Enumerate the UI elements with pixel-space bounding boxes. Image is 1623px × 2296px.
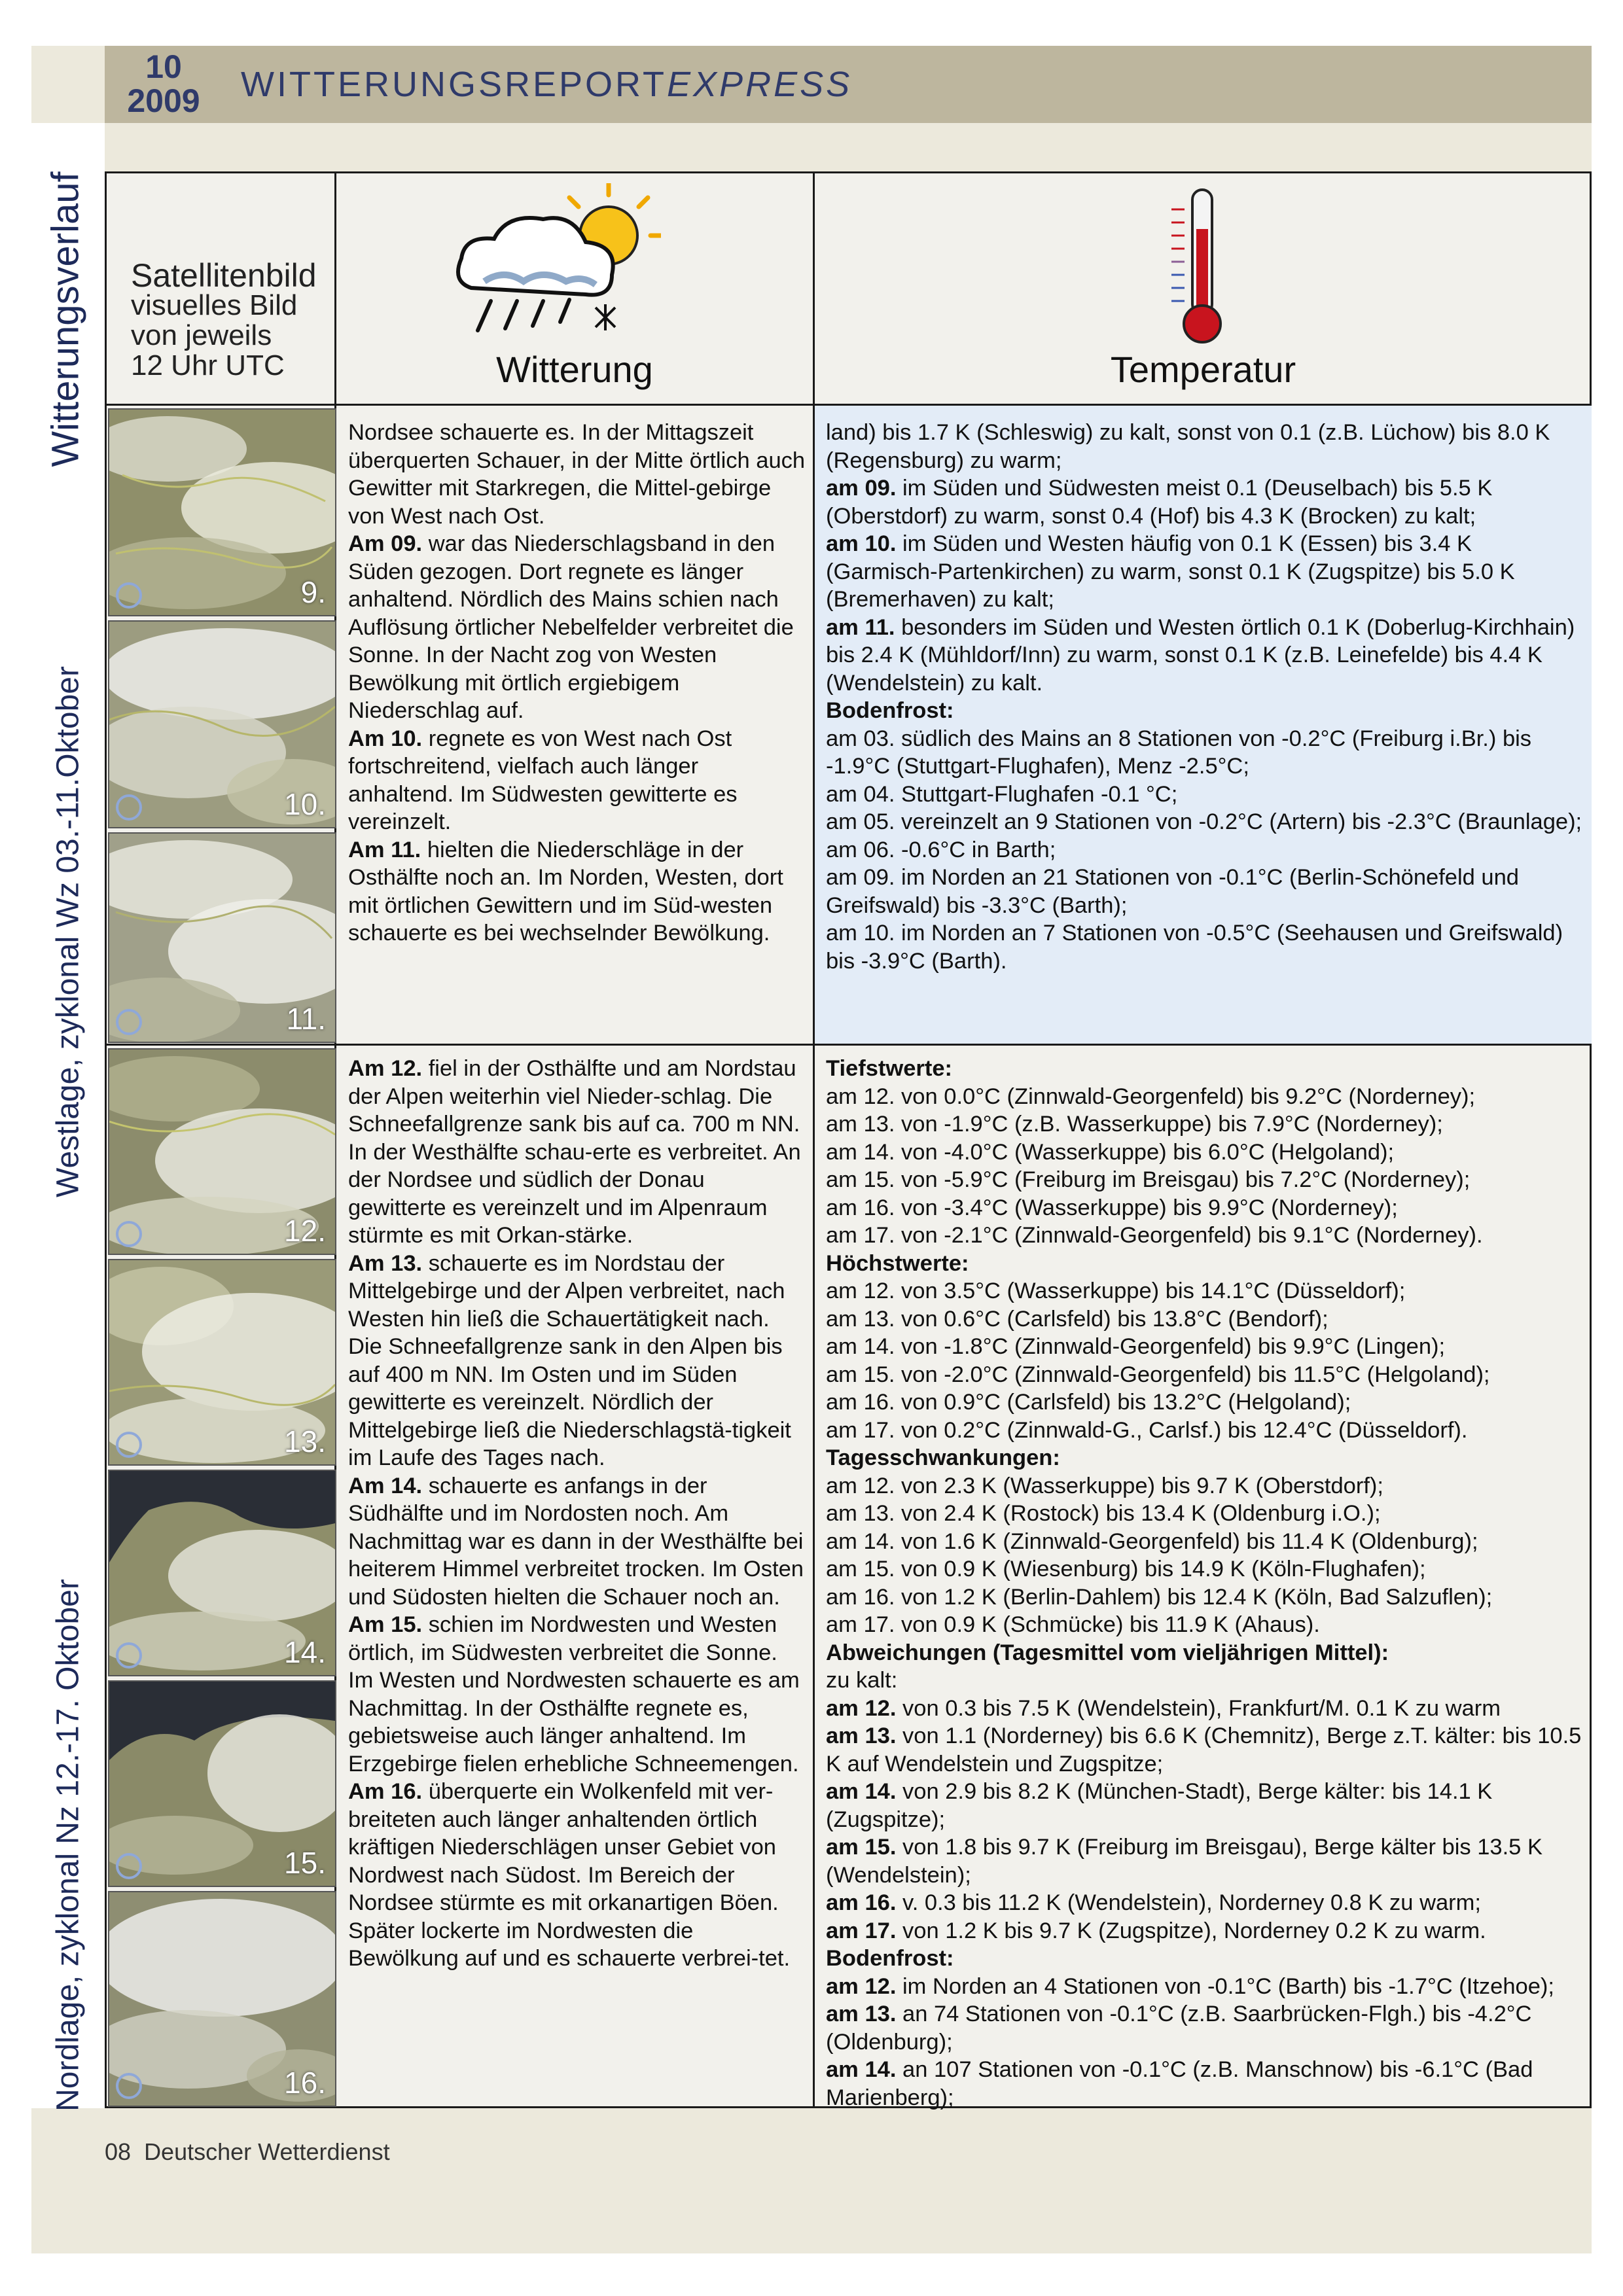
paragraph-text: am 10. im Norden an 7 Stationen von -0.5°C (Seehausen und Greifswald) bis -3.9°C (Barth).	[826, 921, 1563, 974]
text-paragraph	[826, 1917, 1585, 1945]
text-paragraph	[826, 1333, 1585, 1361]
text-paragraph	[348, 1055, 806, 1250]
publisher-name: Deutscher Wetterdienst	[144, 2138, 390, 2165]
text-paragraph	[826, 614, 1585, 698]
paragraph-text: am 17. von -2.1°C (Zinnwald-Georgenfeld) bis 9.1°C (Norderney).	[826, 1223, 1483, 1248]
text-paragraph	[826, 1973, 1585, 2001]
paragraph-text: schauerte es im Nordstau der Mittelgebirge und der Alpen verbreitet, nach Westen hin ließ die Schauertätigkeit nach. Die Schneefallgrenze sank in den Alpen bis auf 400 m NN. Im Osten und im Süden gewitterte es vereinzelt. Nördlich der Mittelgebirge ließ die Niederschlagstä-tigkeit im Laufe des Tages nach.	[348, 1250, 791, 1470]
text-paragraph	[826, 808, 1585, 836]
text-paragraph	[826, 1166, 1585, 1194]
text-paragraph	[826, 1722, 1585, 1778]
paragraph-text: überquerte ein Wolkenfeld mit ver-breiteten auch länger anhaltenden örtlich kräftigen Niederschlägen unser Gebiet von Nordwest nach Südost. Im Bereich der Nordsee stürmte es mit orkanartigen Böen. Später lockerte im Nordwesten die Bewölkung auf und es schauerte verbrei-tet.	[348, 1779, 791, 1971]
dwd-logo-icon	[116, 1009, 142, 1035]
satellite-image	[108, 832, 336, 1043]
satellite-day-label: 15.	[284, 1846, 326, 1880]
thermometer-icon	[1158, 183, 1243, 347]
paragraph-text: am 17. von 0.9 K (Schmücke) bis 11.9 K (Ahaus).	[826, 1612, 1320, 1637]
satellite-subtitle-1: visuelles Bild	[131, 289, 298, 321]
paragraph-lead: am 14.	[826, 1779, 897, 1804]
temperature-column-title: Temperatur	[1110, 349, 1296, 390]
paragraph-text: am 14. von 1.6 K (Zinnwald-Georgenfeld) bis 11.4 K (Oldenburg);	[826, 1528, 1478, 1554]
text-paragraph	[826, 781, 1585, 809]
text-paragraph	[348, 1778, 806, 1973]
dwd-logo-icon	[116, 794, 142, 821]
row-divider-header	[105, 404, 1592, 406]
paragraph-text: am 03. südlich des Mains an 8 Stationen von -0.2°C (Freiburg i.Br.) bis -1.9°C (Stuttgart-Flughafen), Menz -2.5°C;	[826, 726, 1532, 779]
text-paragraph	[826, 1611, 1585, 1639]
text-paragraph	[826, 1250, 1585, 1278]
paragraph-lead: Am 15.	[348, 1612, 423, 1637]
text-paragraph	[826, 1083, 1585, 1111]
paragraph-lead: Am 12.	[348, 1056, 423, 1081]
satellite-image	[108, 1259, 336, 1466]
paragraph-text: am 05. vereinzelt an 9 Stationen von -0.2°C (Artern) bis -2.3°C (Braunlage);	[826, 809, 1582, 834]
text-paragraph	[826, 1778, 1585, 1833]
paragraph-text: fiel in der Osthälfte und am Nordstau der Alpen weiterhin viel Nieder-schlag. Die Schneefallgrenze sank bis auf ca. 700 m NN. In der Westhälfte schau-erte es verbreitet. An der Nordsee und südlich der Donau gewitterte es vereinzelt und im Alpenraum stürmte es mit Orkan-stärke.	[348, 1056, 801, 1248]
paragraph-lead: Abweichungen (Tagesmittel vom vieljährigen Mittel):	[826, 1640, 1389, 1665]
text-paragraph	[826, 1583, 1585, 1612]
paragraph-lead: am 09.	[826, 476, 897, 501]
period-label-2: Nordlage, zyklonal Nz 12.-17. Oktober	[50, 1579, 86, 2111]
dwd-logo-icon	[116, 1221, 142, 1247]
section-title: Witterungsverlauf	[44, 171, 87, 467]
paragraph-lead: am 13.	[826, 2002, 897, 2026]
satellite-image	[108, 408, 336, 616]
paragraph-text: im Süden und Westen häufig von 0.1 K (Essen) bis 3.4 K (Garmisch-Partenkirchen) zu warm, sonst 0.1 K (Zugspitze) bis 5.0 K (Bremerhaven) zu kalt;	[826, 531, 1515, 612]
column-divider-2	[813, 171, 815, 2108]
paragraph-text: am 15. von -5.9°C (Freiburg im Breisgau) bis 7.2°C (Norderney);	[826, 1167, 1471, 1192]
paragraph-text: am 13. von 2.4 K (Rostock) bis 13.4 K (Oldenburg i.O.);	[826, 1501, 1381, 1526]
text-paragraph	[826, 1500, 1585, 1528]
satellite-day-label: 16.	[284, 2066, 326, 2100]
text-paragraph	[348, 1250, 806, 1472]
text-paragraph	[826, 1361, 1585, 1389]
cloud-sun-rain-icon	[445, 183, 661, 340]
satellite-column-header	[131, 257, 317, 381]
satellite-image	[108, 1048, 336, 1255]
text-paragraph	[348, 1472, 806, 1612]
paragraph-lead: Am 09.	[348, 531, 423, 556]
weather-text-period-1	[348, 419, 806, 947]
issue-number: 10	[145, 48, 182, 85]
satellite-day-label: 9.	[300, 575, 326, 609]
row-divider-period	[105, 1044, 1592, 1046]
paragraph-text: regnete es von West nach Ost fortschreitend, vielfach auch länger anhaltend. Im Südwesten gewitterte es vereinzelt.	[348, 726, 738, 834]
weather-column-title: Witterung	[496, 349, 653, 390]
page-number: 08	[105, 2138, 132, 2165]
paragraph-lead: am 12.	[826, 1973, 897, 1999]
text-paragraph	[826, 1194, 1585, 1222]
satellite-image	[108, 1891, 336, 2107]
satellite-image	[108, 1470, 336, 1676]
paragraph-text: am 13. von 0.6°C (Carlsfeld) bis 13.8°C (Bendorf);	[826, 1306, 1329, 1332]
satellite-image	[108, 620, 336, 828]
text-paragraph	[826, 1055, 1585, 1083]
paragraph-lead: am 17.	[826, 1918, 897, 1943]
paragraph-text: am 14. von -4.0°C (Wasserkuppe) bis 6.0°C (Helgoland);	[826, 1139, 1395, 1165]
sidebar	[31, 123, 105, 2111]
temperature-text-period-2	[826, 1055, 1585, 2111]
text-paragraph	[826, 1667, 1585, 1695]
paragraph-lead: Bodenfrost:	[826, 1946, 954, 1971]
report-title-main: WITTERUNGSREPORT	[241, 65, 668, 104]
paragraph-text: von 1.2 K bis 9.7 K (Zugspitze), Norderney 0.2 K zu warm.	[896, 1918, 1486, 1943]
text-paragraph	[826, 474, 1585, 530]
text-paragraph	[348, 419, 806, 530]
text-paragraph	[826, 2000, 1585, 2056]
text-paragraph	[826, 836, 1585, 864]
satellite-day-label: 12.	[284, 1214, 326, 1248]
paragraph-text: am 17. von 0.2°C (Zinnwald-G., Carlsf.) bis 12.4°C (Düsseldorf).	[826, 1417, 1468, 1443]
text-paragraph	[826, 1305, 1585, 1333]
text-paragraph	[826, 864, 1585, 919]
paragraph-text: schien im Nordwesten und Westen örtlich, im Südwesten verbreitet die Sonne. Im Westen und Nordwesten schauerte es am Nachmittag. In der Osthälfte regnete es, gebietsweise auch länger anhaltend. Im Erzgebirge fielen erhebliche Schneemengen.	[348, 1612, 800, 1776]
text-paragraph	[348, 530, 806, 725]
paragraph-text: am 12. von 2.3 K (Wasserkuppe) bis 9.7 K (Oberstdorf);	[826, 1473, 1383, 1498]
paragraph-text: v. 0.3 bis 11.2 K (Wendelstein), Norderney 0.8 K zu warm;	[896, 1890, 1481, 1915]
paragraph-lead: Am 10.	[348, 726, 423, 751]
text-paragraph	[826, 697, 1585, 725]
paragraph-text: Nordsee schauerte es. In der Mittagszeit überquerten Schauer, in der Mitte örtlich auch Gewitter mit Starkregen, die Mittel-gebirge von West nach Ost.	[348, 420, 806, 529]
paragraph-text: am 09. im Norden an 21 Stationen von -0.1°C (Berlin-Schönefeld und Greifswald) bis -3.3°C (Barth);	[826, 865, 1519, 918]
paragraph-text: an 74 Stationen von -0.1°C (z.B. Saarbrücken-Flgh.) bis -4.2°C (Oldenburg);	[826, 2002, 1532, 2055]
satellite-day-label: 14.	[284, 1635, 326, 1669]
text-paragraph	[826, 530, 1585, 614]
text-paragraph	[826, 1639, 1585, 1667]
text-paragraph	[826, 1889, 1585, 1917]
paragraph-lead: Tiefstwerte:	[826, 1056, 953, 1081]
paragraph-lead: Am 14.	[348, 1473, 423, 1498]
text-paragraph	[348, 725, 806, 836]
paragraph-text: von 1.8 bis 9.7 K (Freiburg im Breisgau), Berge kälter bis 13.5 K (Wendelstein);	[826, 1835, 1543, 1888]
satellite-title: Satellitenbild	[131, 257, 317, 294]
paragraph-text: war das Niederschlagsband in den Süden gezogen. Dort regnete es länger anhaltend. Nördlich des Mains schien nach Auflösung örtlicher Nebelfelder verbreitet die Sonne. In der Nacht zog von Westen Bewölkung mit örtlich ergiebigem Niederschlag auf.	[348, 531, 794, 723]
satellite-day-label: 10.	[284, 787, 326, 821]
dwd-logo-icon	[116, 1853, 142, 1879]
paragraph-lead: Tagesschwankungen:	[826, 1445, 1060, 1470]
paragraph-text: am 14. von -1.8°C (Zinnwald-Georgenfeld) bis 9.9°C (Lingen);	[826, 1334, 1446, 1359]
paragraph-text: am 13. von -1.9°C (z.B. Wasserkuppe) bis 7.9°C (Norderney);	[826, 1112, 1443, 1137]
text-paragraph	[826, 1528, 1585, 1556]
text-paragraph	[826, 1472, 1585, 1500]
paragraph-text: hielten die Niederschläge in der Osthälfte noch an. Im Norden, Westen, dort mit örtlichen Gewittern und im Süd-westen schauerte es bei wechselnder Bewölkung.	[348, 837, 783, 945]
paragraph-lead: am 14.	[826, 2057, 897, 2082]
paragraph-lead: Am 11.	[348, 837, 421, 862]
paragraph-text: am 06. -0.6°C in Barth;	[826, 837, 1056, 862]
period-label-1: Westlage, zyklonal Wz 03.-11.Oktober	[50, 666, 86, 1197]
text-paragraph	[348, 1611, 806, 1778]
paragraph-text: im Süden und Südwesten meist 0.1 (Deuselbach) bis 5.5 K (Oberstdorf) zu warm, sonst 0.4 (Hof) bis 4.3 K (Brocken) zu kalt;	[826, 476, 1493, 529]
weather-text-period-2	[348, 1055, 806, 1973]
paragraph-text: schauerte es anfangs in der Südhälfte und im Nordosten noch. Am Nachmittag war es dann in der Westhälfte bei heiterem Himmel verbreitet trocken. Im Osten und Südosten hielten die Schauer noch an.	[348, 1473, 804, 1610]
text-paragraph	[826, 1695, 1585, 1723]
text-paragraph	[826, 919, 1585, 975]
text-paragraph	[826, 1277, 1585, 1305]
paragraph-lead: am 12.	[826, 1695, 897, 1721]
paragraph-lead: am 13.	[826, 1723, 897, 1748]
paragraph-lead: Am 13.	[348, 1250, 423, 1276]
paragraph-text: am 12. von 0.0°C (Zinnwald-Georgenfeld) bis 9.2°C (Norderney);	[826, 1084, 1476, 1109]
text-paragraph	[348, 836, 806, 947]
paragraph-lead: am 11.	[826, 614, 895, 640]
text-paragraph	[826, 1444, 1585, 1472]
paragraph-text: am 15. von -2.0°C (Zinnwald-Georgenfeld) bis 11.5°C (Helgoland);	[826, 1362, 1490, 1387]
paragraph-lead: Bodenfrost:	[826, 698, 954, 723]
text-paragraph	[826, 1139, 1585, 1167]
text-paragraph	[826, 1417, 1585, 1445]
text-paragraph	[826, 1833, 1585, 1889]
paragraph-text: von 2.9 bis 8.2 K (München-Stadt), Berge kälter: bis 14.1 K (Zugspitze);	[826, 1779, 1493, 1832]
dwd-logo-icon	[116, 582, 142, 609]
satellite-day-label: 11.	[286, 1002, 326, 1036]
paragraph-text: am 16. von -3.4°C (Wasserkuppe) bis 9.9°C (Norderney);	[826, 1195, 1398, 1220]
text-paragraph	[826, 1945, 1585, 1973]
paragraph-text: land) bis 1.7 K (Schleswig) zu kalt, sonst von 0.1 (z.B. Lüchow) bis 8.0 K (Regensburg) zu warm;	[826, 420, 1550, 473]
paragraph-lead: am 15.	[826, 1835, 897, 1860]
dwd-logo-icon	[116, 1432, 142, 1458]
text-paragraph	[826, 1222, 1585, 1250]
temperature-text-period-1	[826, 419, 1585, 975]
text-paragraph	[826, 2056, 1585, 2111]
satellite-subtitle-3: 12 Uhr UTC	[131, 349, 285, 381]
page-footer	[105, 2138, 390, 2166]
paragraph-text: von 0.3 bis 7.5 K (Wendelstein), Frankfurt/M. 0.1 K zu warm	[896, 1695, 1501, 1721]
paragraph-lead: Höchstwerte:	[826, 1250, 969, 1276]
satellite-day-label: 13.	[284, 1424, 326, 1458]
text-paragraph	[826, 1555, 1585, 1583]
paragraph-text: am 16. von 0.9°C (Carlsfeld) bis 13.2°C (Helgoland);	[826, 1390, 1351, 1415]
paragraph-text: von 1.1 (Norderney) bis 6.6 K (Chemnitz), Berge z.T. kälter: bis 10.5 K auf Wendelstein und Zugspitze;	[826, 1723, 1582, 1776]
paragraph-lead: am 16.	[826, 1890, 897, 1915]
text-paragraph	[826, 1110, 1585, 1139]
report-title-accent: EXPRESS	[667, 65, 853, 104]
dwd-logo-icon	[116, 2073, 142, 2099]
paragraph-text: an 107 Stationen von -0.1°C (z.B. Manschnow) bis -6.1°C (Bad Marienberg);	[826, 2057, 1533, 2110]
issue-year: 2009	[127, 82, 200, 119]
satellite-subtitle-2: von jeweils	[131, 319, 272, 351]
paragraph-text: am 16. von 1.2 K (Berlin-Dahlem) bis 12.4 K (Köln, Bad Salzuflen);	[826, 1584, 1493, 1610]
report-title	[241, 64, 852, 105]
paragraph-text: zu kalt:	[826, 1668, 898, 1693]
text-paragraph	[826, 1388, 1585, 1417]
satellite-image	[108, 1680, 336, 1887]
paragraph-lead: Am 16.	[348, 1779, 423, 1804]
paragraph-text: besonders im Süden und Westen örtlich 0.1 K (Doberlug-Kirchhain) bis 2.4 K (Mühldorf/Inn) zu warm, sonst 0.1 K (z.B. Leinefelde) bis 4.4 K (Wendelstein) zu kalt.	[826, 614, 1575, 696]
paragraph-text: im Norden an 4 Stationen von -0.1°C (Barth) bis -1.7°C (Itzehoe);	[896, 1973, 1554, 1999]
paragraph-lead: am 10.	[826, 531, 897, 556]
paragraph-text: am 12. von 3.5°C (Wasserkuppe) bis 14.1°C (Düsseldorf);	[826, 1279, 1406, 1303]
paragraph-text: am 15. von 0.9 K (Wiesenburg) bis 14.9 K (Köln-Flughafen);	[826, 1557, 1426, 1581]
issue-badge	[118, 50, 209, 118]
paragraph-text: am 04. Stuttgart-Flughafen -0.1 °C;	[826, 781, 1178, 807]
text-paragraph	[826, 419, 1585, 474]
dwd-logo-icon	[116, 1642, 142, 1669]
text-paragraph	[826, 725, 1585, 781]
